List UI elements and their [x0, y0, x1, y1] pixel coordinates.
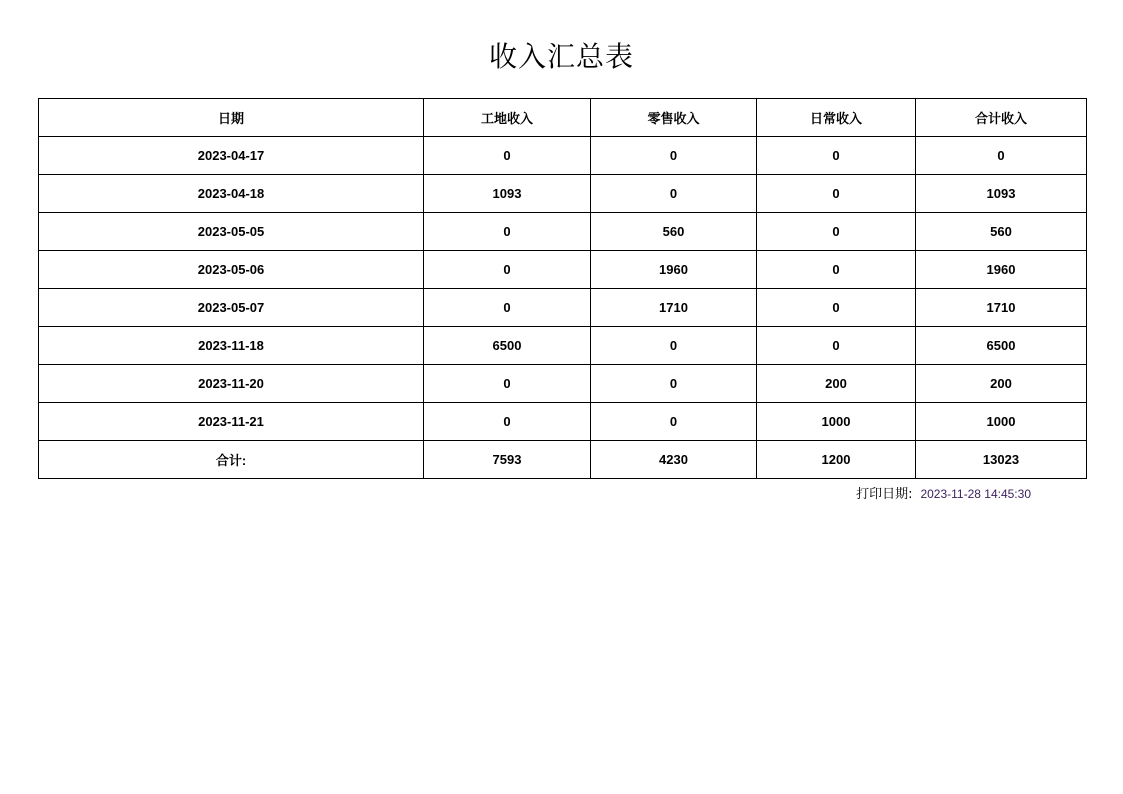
daily-income-cell: 200: [757, 365, 916, 403]
column-header-total-income: 合计收入: [916, 99, 1087, 137]
print-date-line: [856, 484, 1031, 502]
retail-income-total: 4230: [591, 441, 757, 479]
print-date-value: 2023-11-28 14:45:30: [920, 487, 1031, 501]
date-cell: 2023-04-18: [39, 175, 424, 213]
site-income-cell: 0: [424, 403, 591, 441]
table-header-row: [39, 99, 1087, 137]
date-cell: 2023-11-20: [39, 365, 424, 403]
date-cell: 2023-04-17: [39, 137, 424, 175]
total-income-cell: 560: [916, 213, 1087, 251]
retail-income-cell: 0: [591, 175, 757, 213]
daily-income-cell: 0: [757, 251, 916, 289]
daily-income-cell: 0: [757, 289, 916, 327]
site-income-cell: 0: [424, 251, 591, 289]
site-income-cell: 1093: [424, 175, 591, 213]
total-income-cell: 1960: [916, 251, 1087, 289]
site-income-total: 7593: [424, 441, 591, 479]
date-cell: 2023-11-21: [39, 403, 424, 441]
column-header-site-income: 工地收入: [424, 99, 591, 137]
retail-income-cell: 560: [591, 213, 757, 251]
income-summary-table: [38, 98, 1087, 479]
retail-income-cell: 0: [591, 403, 757, 441]
total-income-cell: 1000: [916, 403, 1087, 441]
retail-income-cell: 1710: [591, 289, 757, 327]
total-income-cell: 1093: [916, 175, 1087, 213]
report-title: 收入汇总表: [488, 40, 634, 73]
date-cell: 2023-05-06: [39, 251, 424, 289]
retail-income-cell: 1960: [591, 251, 757, 289]
date-cell: 2023-05-05: [39, 213, 424, 251]
daily-income-cell: 0: [757, 327, 916, 365]
site-income-cell: 0: [424, 289, 591, 327]
site-income-cell: 0: [424, 137, 591, 175]
column-header-date: 日期: [39, 99, 424, 137]
daily-income-cell: 1000: [757, 403, 916, 441]
table-row: [39, 403, 1087, 441]
date-cell: 2023-11-18: [39, 327, 424, 365]
column-header-daily-income: 日常收入: [757, 99, 916, 137]
total-income-cell: 1710: [916, 289, 1087, 327]
print-date-label: 打印日期:: [856, 487, 913, 502]
totals-label: 合计:: [39, 441, 424, 479]
table-row: [39, 289, 1087, 327]
grand-total: 13023: [916, 441, 1087, 479]
table-row: [39, 365, 1087, 403]
total-income-cell: 200: [916, 365, 1087, 403]
daily-income-cell: 0: [757, 213, 916, 251]
site-income-cell: 0: [424, 213, 591, 251]
daily-income-cell: 0: [757, 175, 916, 213]
daily-income-total: 1200: [757, 441, 916, 479]
daily-income-cell: 0: [757, 137, 916, 175]
table-row: [39, 327, 1087, 365]
retail-income-cell: 0: [591, 137, 757, 175]
table-row: [39, 251, 1087, 289]
site-income-cell: 0: [424, 365, 591, 403]
date-cell: 2023-05-07: [39, 289, 424, 327]
total-income-cell: 0: [916, 137, 1087, 175]
table-row: [39, 213, 1087, 251]
totals-row: [39, 441, 1087, 479]
table-row: [39, 175, 1087, 213]
site-income-cell: 6500: [424, 327, 591, 365]
column-header-retail-income: 零售收入: [591, 99, 757, 137]
total-income-cell: 6500: [916, 327, 1087, 365]
retail-income-cell: 0: [591, 327, 757, 365]
table-row: [39, 137, 1087, 175]
retail-income-cell: 0: [591, 365, 757, 403]
